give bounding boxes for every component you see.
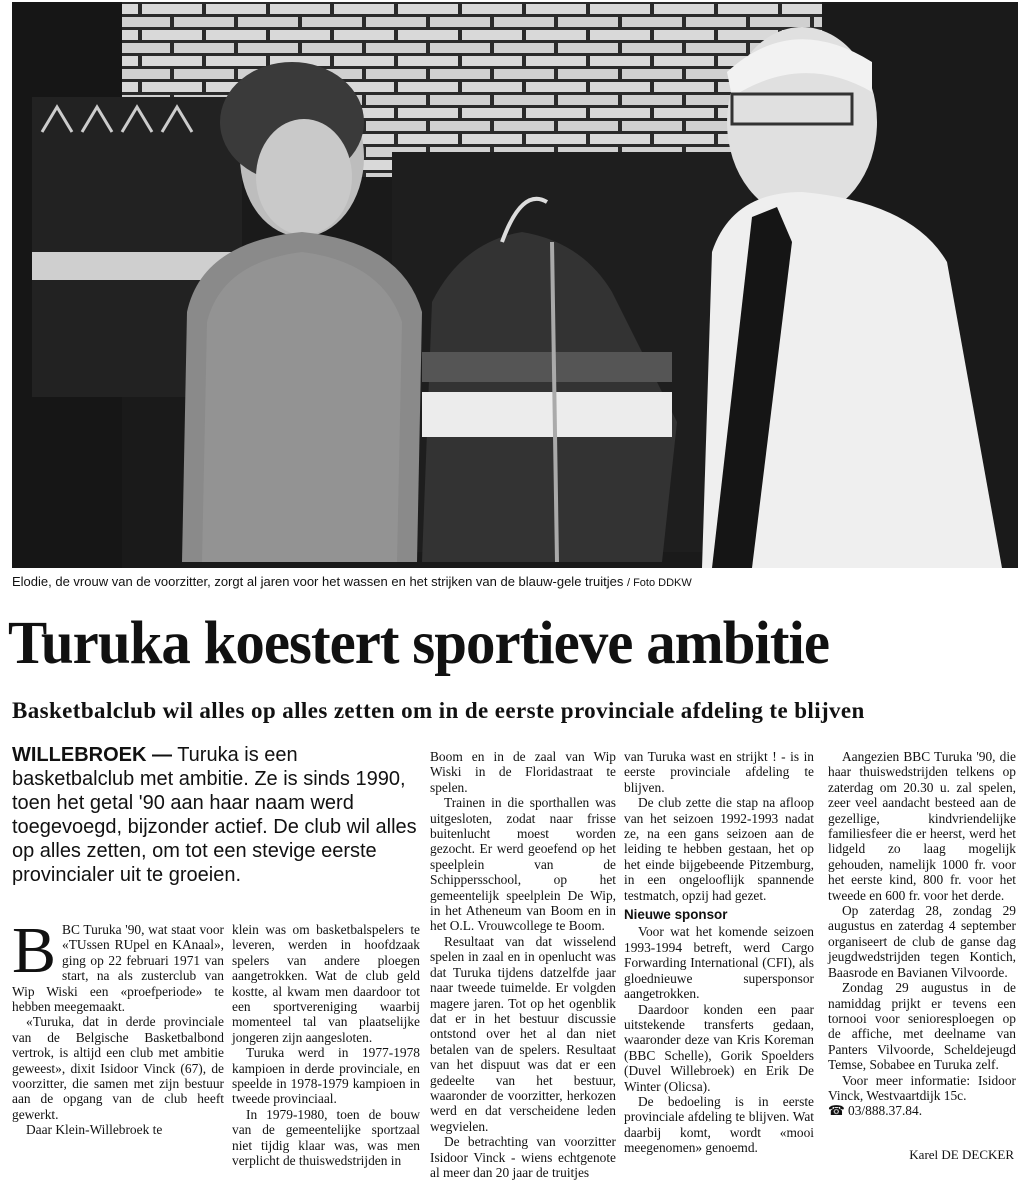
news-photo — [12, 2, 1018, 568]
column-paragraph: Turuka werd in 1977-1978 kampioen in derde provinciale, en speelde in 1978-1979 kampioen in tweede provinciaal. — [232, 1045, 420, 1107]
photo-credit: / Foto DDKW — [626, 577, 692, 589]
lead-paragraph — [12, 743, 422, 887]
section-heading: Nieuwe sponsor — [624, 907, 728, 923]
column-paragraph: De bedoeling is in eerste provinciale afdeling te blijven. Wat daarbij komt, wordt «mooi meegenomen» genoemd. — [624, 1093, 814, 1156]
article-column-3 — [430, 749, 616, 1180]
column-paragraph: Voor wat het komende seizoen 1993-1994 betreft, werd Cargo Forwarding International (CFI), als gloednieuwe supersponsor aangetrokken. — [624, 924, 814, 1002]
drop-cap: B — [12, 914, 57, 987]
photo-illustration — [12, 2, 1018, 568]
caption-text: Elodie, de vrouw van de voorzitter, zorgt al jaren voor het wassen en het strijken van de blauw-gele truitjes — [12, 574, 624, 589]
column-paragraph: BBC Turuka '90, wat staat voor «TUssen RUpel en KAnaal», ging op 22 februari 1971 van start, na als zusterclub van Wip Wiski een «proefperiode» te hebben meegemaakt. — [12, 914, 224, 1015]
column-paragraph: De club zette die stap na afloop van het seizoen 1992-1993 nadat ze, na een gans seizoen aan de leiding te hebben gestaan, het op het einde bijgebeende Pitzemburg, in een ongelooflijk spannende testmatch, opzij had gezet. — [624, 795, 814, 903]
article-column-4 — [624, 749, 814, 1156]
column-paragraph: Aangezien BBC Turuka '90, die haar thuiswedstrijden telkens op zaterdag om 20.30 u. zal spelen, zeer veel aandacht besteed aan de gezellige, kindvriendelijke familiesfeer die er heerst, werd het lidgeld zo laag mogelijk gehouden, namelijk 1000 fr. voor het eerste kind, 800 fr. voor het tweede en 600 fr. voor het derde. — [828, 749, 1016, 903]
column-paragraph: Boom en in de zaal van Wip Wiski in de Floridastraat te spelen. — [430, 749, 616, 795]
column-paragraph: Op zaterdag 28, zondag 29 augustus en zaterdag 4 september organiseert de club de ganse dag jeugdwedstrijden tegen Kontich, Baasrode en Bavianen Vilvoorde. — [828, 903, 1016, 980]
column-paragraph: Daar Klein-Willebroek te — [26, 1122, 163, 1138]
column-paragraph: van Turuka wast en strijkt ! - is in eerste provinciale afdeling te blijven. — [624, 749, 814, 795]
article-column-1 — [12, 914, 224, 1138]
column-paragraph: klein was om basketbalspelers te leveren, werden in hoofdzaak spelers van andere ploegen aangetrokken. Wat de club geld kostte, al kwam men daardoor tot een sportvereniging waarbij momenteel tal van plaatselijke jongeren zijn aangesloten. — [232, 922, 420, 1045]
headline: Turuka koestert sportieve ambitie — [8, 610, 830, 677]
column-paragraph: Resultaat van dat wisselend spelen in zaal en in openlucht was dat Turuka tijdens datzelfde jaar naar tweede tuimelde. Er volgden magere jaren. Tot op het ogenblik dat er in het bestuur discussie ontstond over het al dan niet betalen van de spelers. Resultaat van het dispuut was dat er een gedeelte van het bestuur, waaronder de voorzitter, herkozen werd en dat verscheidene leden wegvielen. — [430, 933, 616, 1134]
column-paragraph: Zondag 29 augustus in de namiddag prijkt er tevens een tornooi voor senioresploegen op de affiche, met deelname van Panters Vilvoorde, Scheldejeugd Temse, Sobabee en Turuka zelf. — [828, 980, 1016, 1073]
subheadline: Basketbalclub wil alles op alles zetten om in de eerste provinciale afdeling te blijven — [12, 698, 865, 723]
article-column-5 — [828, 749, 1016, 1119]
photo-caption — [12, 574, 1018, 589]
column-paragraph: «Turuka, dat in derde provinciale van de Belgische Basketbalbond vertrok, is altijd een club met ambitie geweest», dixit Isidoor Vinck (67), de voorzitter, die samen met zijn bestuur aan de opgang van de club heeft gewerkt. — [12, 1014, 224, 1122]
column-paragraph: Voor meer informatie: Isidoor Vinck, Westvaartdijk 15c. — [828, 1072, 1016, 1103]
column-paragraph: Daardoor konden een paar uitstekende transferts gedaan, waaronder deze van Kris Koreman (BBC Schelle), Gorik Spoelders (Duvel Willebroek) en Erik De Winter (Olicsa). — [624, 1001, 814, 1094]
column-paragraph: In 1979-1980, toen de bouw van de gemeentelijke sportzaal niet tijdig klaar was, was men verplicht de thuiswedstrijden in — [232, 1106, 420, 1169]
phone-number: ☎ 03/888.37.84. — [828, 1103, 923, 1119]
dateline: WILLEBROEK — — [12, 744, 172, 766]
column-paragraph: De betrachting van voorzitter Isidoor Vinck - wiens echtgenote al meer dan 20 jaar de truitjes — [430, 1134, 616, 1180]
lead-text: Turuka is een basketbalclub met ambitie. Ze is sinds 1990, toen het getal '90 aan haar naam werd toegevoegd, bijzonder actief. De club wil alles op alles zetten, om tot een stevige eerste provincialer uit te groeien. — [12, 744, 417, 886]
article-column-2 — [232, 922, 420, 1169]
byline: Karel DE DECKER — [909, 1147, 1014, 1162]
column-paragraph: Trainen in die sporthallen was uitgesloten, zodat naar frisse buitenlucht moest worden gezocht. Er werd geoefend op het speelplein van de Schippersschool, op het gemeentelijk speelplein De Wip, in het Atheneum van Boom en in het O.L. Vrouwcollege te Boom. — [430, 795, 616, 934]
